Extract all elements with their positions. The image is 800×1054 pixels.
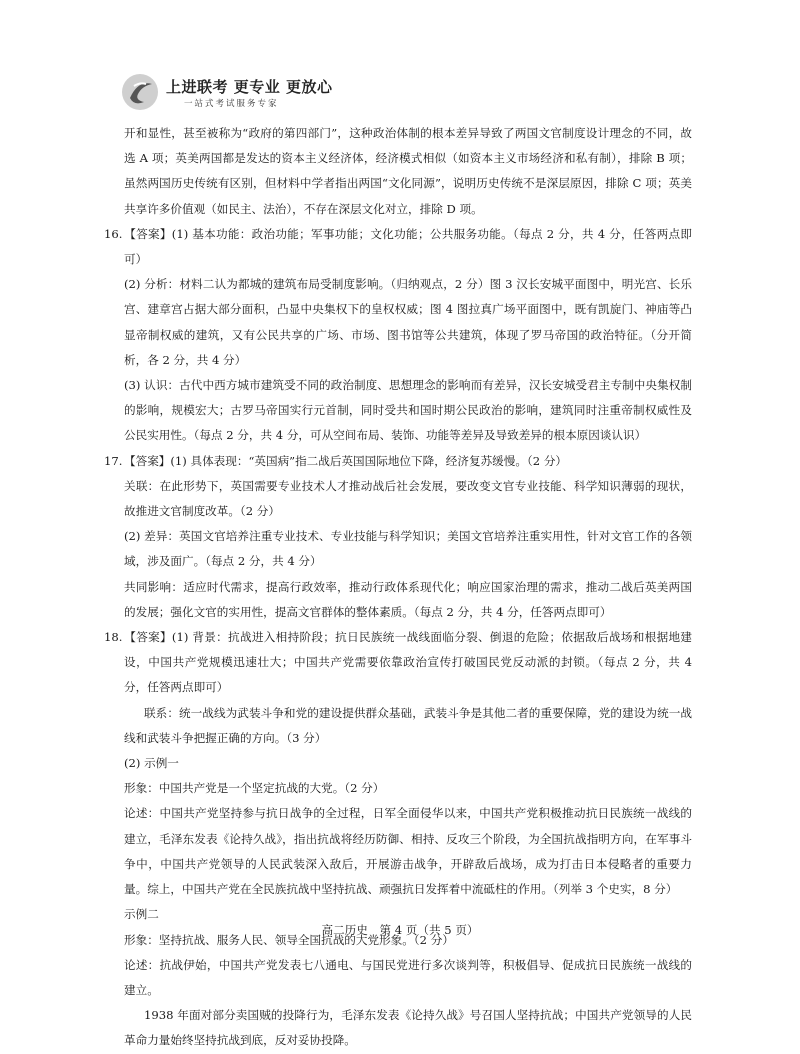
paragraph [104, 524, 692, 574]
paragraph [104, 625, 692, 701]
brand-slogan: 上进联考 更专业 更放心 [166, 78, 333, 96]
brand-tagline: 一站式考试服务专家 [184, 99, 279, 109]
paragraph-text: 联系：统一战线为武装斗争和党的建设提供群众基础，武装斗争是其他二者的重要保障，党的建设为统一战线和武装斗争把握正确的方向。（3 分） [124, 705, 692, 745]
answer-content [104, 121, 692, 1054]
paragraph-text: (2) 差异：英国文官培养注重专业技术、专业技能与科学知识；美国文官培养注重实用性，针对文官工作的各领域，涉及面广。（每点 2 分，共 4 分） [124, 529, 692, 569]
paragraph-text: 1938 年面对部分卖国贼的投降行为，毛泽东发表《论持久战》号召国人坚持抗战；中国共产党领导的人民革命力量始终坚持抗战到底，反对妥协投降。 [124, 1008, 692, 1048]
paragraph [104, 751, 692, 776]
question-number: 16. [104, 226, 123, 241]
paragraph-text: (3) 认识：古代中西方城市建筑受不同的政治制度、思想理念的影响而有差异，汉长安城受君主专制中央集权制的影响，规模宏大；古罗马帝国实行元首制，同时受共和国时期公民政治的影响，建筑同时注重帝制权威性及公民实用性。（每点 2 分，共 4 分，可从空间布局、装饰、功能等差异及导致差异的根本原因谈认识） [124, 378, 692, 443]
paragraph [104, 272, 692, 373]
paragraph-text: 共同影响：适应时代需求，提高行政效率，推动行政体系现代化；响应国家治理的需求，推动二战后英美两国的发展；强化文官的实用性，提高文官群体的整体素质。（每点 2 分，共 4 分，任答两点即可） [124, 579, 692, 619]
paragraph-text: 形象：坚持抗战、服务人民、领导全国抗战的大党形象。（2 分） [124, 932, 454, 947]
paragraph [104, 776, 692, 801]
paragraph-text: (2) 示例一 [124, 756, 179, 771]
question-number: 18. [104, 630, 123, 645]
paragraph [104, 575, 692, 625]
paragraph-text: 论述：抗战伊始，中国共产党发表七八通电、与国民党进行多次谈判等，积极倡导、促成抗日民族统一战线的建立。 [124, 957, 692, 997]
header-logo [120, 72, 333, 114]
paragraph [104, 121, 692, 222]
paragraph [104, 222, 692, 272]
paragraph [104, 373, 692, 449]
page-footer: 高二历史 第 4 页（共 5 页） [321, 923, 479, 937]
paragraph-text: 关联：在此形势下，英国需要专业技术人才推动战后社会发展，要改变文官专业技能、科学知识薄弱的现状，故推进文官制度改革。（2 分） [124, 478, 692, 519]
paragraph [104, 701, 692, 751]
paragraph-text: (2) 分析：材料二认为都城的建筑布局受制度影响。（归纳观点，2 分）图 3 汉长安城平面图中，明光宫、长乐宫、建章宫占据大部分面积，凸显中央集权下的皇权权威；图 4 图拉真广场平面图中，既有凯旋门、神庙等凸显帝制权威的建筑，又有公民共享的广场、市场、图书馆等公共建筑，体现了罗马帝国的政治特征。（分开简析，各 2 分，共 4 分） [124, 277, 692, 367]
paragraph-text: 开和显性，甚至被称为“政府的第四部门”，这种政治体制的根本差异导致了两国文官制度设计理念的不同，故选 A 项；英美两国都是发达的资本主义经济体，经济模式相似（如资本主义市场经济和私有制），排除 B 项；虽然两国历史传统有区别，但材料中学者指出两国“文化同源”，说明历史传统不是深层原因，排除 C 项；英美共享许多价值观（如民主、法治），不存在深层文化对立，排除 D 项。 [124, 126, 692, 216]
paragraph [104, 449, 692, 474]
paragraph-text: 【答案】(1) 具体表现：“英国病”指二战后英国国际地位下降，经济复苏缓慢。（2 分） [124, 453, 568, 468]
paragraph [104, 474, 692, 524]
paragraph-text: 论述：中国共产党坚持参与抗日战争的全过程，日军全面侵华以来，中国共产党积极推动抗日民族统一战线的建立，毛泽东发表《论持久战》，指出抗战将经历防御、相持、反攻三个阶段，为全国抗战指明方向，在军事斗争中，中国共产党领导的人民武装深入敌后，开展游击战争，开辟敌后战场，成为打击日本侵略者的重要力量。综上，中国共产党在全民族抗战中坚持抗战、顽强抗日发挥着中流砥柱的作用。（列举 3 个史实，8 分） [124, 806, 692, 897]
paragraph [104, 801, 692, 902]
paragraph [104, 953, 692, 1003]
paragraph-text: 示例二 [124, 907, 159, 922]
paragraph [104, 1003, 692, 1053]
question-number: 17. [104, 453, 123, 468]
paragraph-text: 【答案】(1) 基本功能：政治功能；军事功能；文化功能；公共服务功能。（每点 2 分，共 4 分，任答两点即可） [124, 226, 692, 267]
paragraph-text: 形象：中国共产党是一个坚定抗战的大党。（2 分） [124, 781, 385, 796]
paragraph-text: 【答案】(1) 背景：抗战进入相持阶段；抗日民族统一战线面临分裂、倒退的危险；依据敌后战场和根据地建设，中国共产党规模迅速壮大；中国共产党需要依靠政治宣传打破国民党反动派的封锁。（每点 2 分，共 4 分，任答两点即可） [124, 630, 692, 695]
brand-logo-icon [120, 72, 160, 112]
